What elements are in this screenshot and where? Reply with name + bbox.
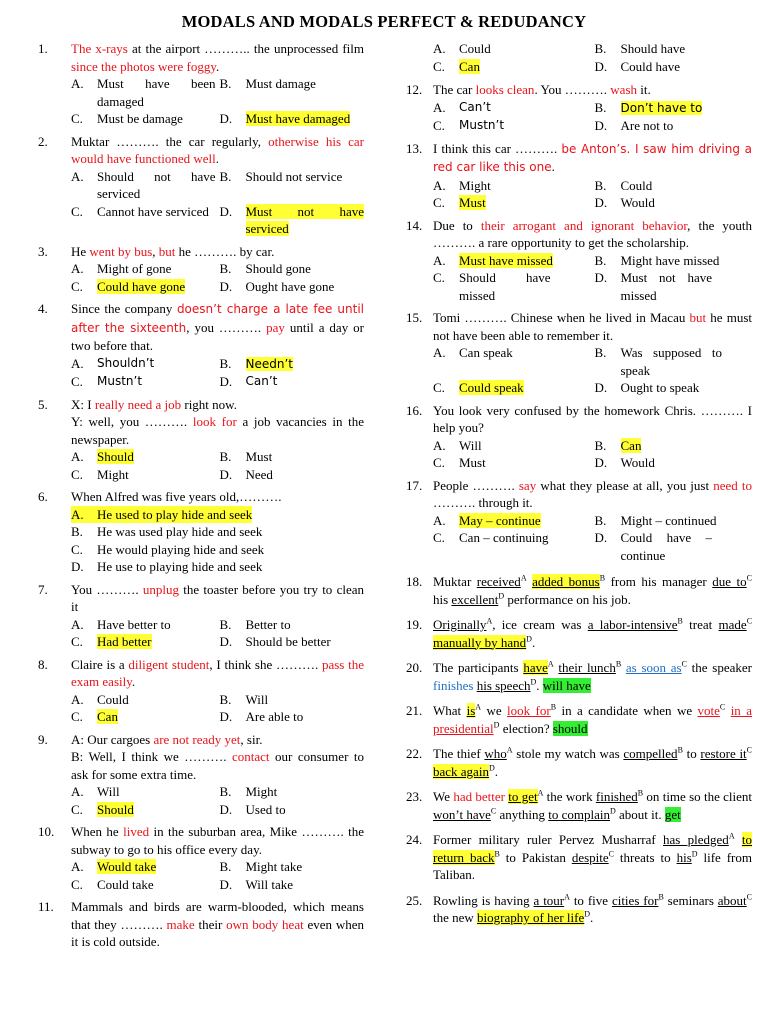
question-number: 2. <box>38 133 48 149</box>
option-b[interactable]: B. Might have missed <box>594 252 720 268</box>
option-c[interactable]: C. He would playing hide and seek <box>71 541 265 557</box>
question-number: 16. <box>406 402 423 418</box>
question-22 <box>402 745 752 780</box>
option-c[interactable]: C. Had better <box>71 634 152 649</box>
question-20 <box>402 659 752 694</box>
option-d[interactable]: D. Used to <box>219 801 286 817</box>
question-text: The x-rays at the airport ……….. the unprocessed film since the photos were foggy. <box>71 41 364 74</box>
option-b[interactable]: B. Can <box>594 437 642 453</box>
question-number: 3. <box>38 243 48 259</box>
option-d[interactable]: D. Should be better <box>219 634 331 649</box>
option-d[interactable]: D. Will take <box>219 876 293 892</box>
option-b[interactable]: B. Don’t have to <box>594 99 703 115</box>
option-b[interactable]: B. Might <box>219 784 278 799</box>
options <box>71 75 364 128</box>
options <box>71 448 364 483</box>
page-title: MODALS AND MODALS PERFECT & REDUDANCY <box>181 12 587 31</box>
options <box>71 616 364 651</box>
question-text: X: I really need a job right now. <box>71 396 237 412</box>
option-c[interactable]: C. Mustn’t <box>71 374 143 389</box>
option-a[interactable]: A. Will <box>71 784 120 799</box>
question-number: 23. <box>406 789 423 804</box>
option-d[interactable]: D. Can’t <box>219 374 278 389</box>
option-a[interactable]: A. Would take <box>71 859 157 874</box>
option-c[interactable]: C. Can <box>433 58 480 74</box>
options <box>71 691 364 726</box>
question-number: 20. <box>406 660 423 675</box>
option-a[interactable]: A. Could <box>433 41 491 56</box>
option-d[interactable]: D. Could have – continue <box>594 530 712 563</box>
question-11 <box>34 898 364 951</box>
question-text: Since the company doesn’t charge a late fee until after the sixteenth, you ………. pay until a day or two before that. <box>71 301 364 353</box>
question-number: 21. <box>406 703 423 718</box>
option-c[interactable]: C. Could speak <box>433 380 524 395</box>
question-text: Former military ruler Pervez Musharraf has pledged$^A$ to return back$^B$ to Pakistan despite$^C$ threats to his$^D$ life from Taliban. <box>433 831 753 882</box>
options <box>71 783 364 818</box>
question-number: 5. <box>38 396 48 412</box>
option-c[interactable]: C. Must <box>433 455 486 470</box>
question-text: I think this car ………. be Anton’s. I saw him driving a red car like this one. <box>433 140 752 174</box>
options <box>433 344 752 397</box>
question-text-2: Y: well, you ………. look for a job vacancies in the newspaper. <box>71 414 364 447</box>
question-21 <box>402 702 752 737</box>
option-c[interactable]: C. Must <box>433 195 486 210</box>
question-text: Tomi ………. Chinese when he lived in Macau but he must not have been able to remember it. <box>433 310 752 343</box>
option-b[interactable]: B. Should have <box>594 41 686 56</box>
option-d[interactable]: D. Ought have gone <box>219 278 335 294</box>
question-3 <box>34 243 364 296</box>
question-text: A: Our cargoes are not ready yet, sir. <box>71 731 263 747</box>
question-number: 14. <box>406 217 423 233</box>
option-b[interactable]: B. Could <box>594 177 653 193</box>
option-c[interactable]: C. Should have missed <box>433 270 551 303</box>
option-c[interactable]: C. Must be damage <box>71 111 183 126</box>
question-8 <box>34 656 364 726</box>
option-a[interactable]: A. Could <box>71 691 129 707</box>
option-b[interactable]: B. Should not service <box>219 168 343 184</box>
question-1 <box>34 40 364 128</box>
question-text: What $is^A$ we look for$^B$ in a candidate when we vote$^C$ in a presidential$^D$ election? should <box>433 702 752 736</box>
option-b[interactable]: B. Needn’t <box>219 355 293 371</box>
question-text: People ………. say what they please at all, you just need to ………. through it. <box>433 477 752 510</box>
question-number: 24. <box>406 832 423 847</box>
question-number: 11. <box>38 899 54 914</box>
question-7 <box>34 581 364 651</box>
question-text: When Alfred was five years old,………. <box>71 489 282 504</box>
option-a[interactable]: A. Might of gone <box>71 261 172 276</box>
option-c[interactable]: C. Might <box>71 466 129 482</box>
question-23 <box>402 788 752 823</box>
option-a[interactable]: A. Should not have serviced <box>71 168 216 201</box>
question-text: Rowling is having a tour$^A$ to five cities for$^B$ seminars about$^C$ the new biography of her life$^D$. <box>433 892 753 925</box>
question-text: Originally$^A$, ice cream was a labor-intensive$^B$ treat made$^C$ manually by hand$^D$. <box>433 616 753 650</box>
option-d[interactable]: D. Need <box>219 466 273 482</box>
option-c[interactable]: C. Should <box>71 801 134 817</box>
option-a[interactable]: A. Shouldn’t <box>71 355 155 371</box>
option-b[interactable]: B. Might – continued <box>594 512 717 528</box>
option-b[interactable]: B. Must <box>219 449 273 464</box>
option-d[interactable]: D. Ought to speak <box>594 380 700 395</box>
question-4 <box>34 300 364 391</box>
option-d[interactable]: D. Are able to <box>219 709 304 724</box>
options <box>433 40 752 75</box>
options <box>71 168 364 238</box>
option-a[interactable]: A. Must have been damaged <box>71 76 216 109</box>
options <box>71 506 364 576</box>
option-d[interactable]: D. Would <box>594 195 655 210</box>
question-2 <box>34 133 364 238</box>
question-number: 15. <box>406 310 423 325</box>
question-text: He went by bus, but he ………. by car. <box>71 243 275 259</box>
left-column <box>34 40 364 956</box>
question-number: 12. <box>406 82 423 97</box>
question-number: 13. <box>406 140 423 156</box>
option-b[interactable]: B. He was used play hide and seek <box>71 524 263 539</box>
option-b[interactable]: B. Might take <box>219 859 303 874</box>
question-18 <box>402 573 752 608</box>
question-10 <box>34 823 364 893</box>
option-c[interactable]: C. Cannot have serviced <box>71 203 209 219</box>
question-number: 9. <box>38 731 48 747</box>
question-number: 18. <box>406 574 423 589</box>
option-d[interactable]: D. Are not to <box>594 118 674 133</box>
option-c[interactable]: C. Can – continuing <box>433 530 549 545</box>
question-text: Mammals and birds are warm-blooded, which means that they ………. make their own body heat even when it is cold outside. <box>71 899 364 949</box>
option-d[interactable]: D. He use to playing hide and seek <box>71 559 263 574</box>
question-text: The car looks clean. You ………. wash it. <box>433 82 651 97</box>
option-a[interactable]: A. Can speak <box>433 345 513 360</box>
question-15 <box>402 309 752 397</box>
question-text: Muktar received$^A$ added bonus$^B$ from his manager due $to^C$ his excellent$^D$ performance on his job. <box>433 573 752 607</box>
option-b[interactable]: B. Better to <box>219 616 291 632</box>
question-24 <box>402 831 752 884</box>
question-number: 10. <box>38 824 55 839</box>
question-text: Claire is a diligent student, I think she ………. pass the exam easily. <box>71 656 364 689</box>
option-c[interactable]: C. Could take <box>71 876 154 892</box>
options <box>433 512 752 565</box>
question-text: We had better to get$^A$ the work finished$^B$ on time so the client won’t have$^C$ anything to complain$^D$ about it. get <box>433 788 753 822</box>
question-number: 19. <box>406 617 423 632</box>
options <box>433 177 752 212</box>
question-text: The participants have$^A$ their lunch$^B$ as soon $as^C$ the speaker finishes his speech$^D$. will have <box>433 659 752 693</box>
question-number: 7. <box>38 581 48 597</box>
option-a[interactable]: A. Might <box>433 177 491 193</box>
option-c[interactable]: C. Mustn’t <box>433 118 505 133</box>
question-text-2: B: Well, I think we ………. contact our consumer to ask for some extra time. <box>71 749 365 782</box>
options <box>71 355 364 391</box>
question-5 <box>34 396 364 484</box>
option-d[interactable]: D. Must not have missed <box>594 270 712 303</box>
question-text: When he lived in the suburban area, Mike ………. the subway to go to his office every day. <box>71 824 364 857</box>
question-11-options <box>402 40 752 75</box>
option-a[interactable]: A. Should <box>71 449 134 464</box>
question-14 <box>402 217 752 305</box>
question-text: Muktar ………. the car regularly, otherwise his car would have functioned well. <box>71 133 364 166</box>
option-b[interactable]: B. Should gone <box>219 261 311 276</box>
option-a[interactable]: A. Must have missed <box>433 252 553 268</box>
question-number: 17. <box>406 477 423 493</box>
option-a[interactable]: A. May – continue <box>433 512 541 528</box>
question-19 <box>402 616 752 651</box>
question-text: You ………. unplug the toaster before you try to clean it <box>71 581 364 614</box>
right-column <box>402 40 752 932</box>
option-a[interactable]: A. Can’t <box>433 99 491 115</box>
question-number: 22. <box>406 746 423 761</box>
options <box>433 437 752 472</box>
question-16 <box>402 402 752 472</box>
question-17 <box>402 477 752 565</box>
question-text: The thief who$^A$ stole my watch was compelled$^B$ to restore $it^C$ back again$^D$. <box>433 745 753 779</box>
option-a[interactable]: A. Will <box>433 437 482 453</box>
question-13 <box>402 140 752 212</box>
options <box>71 260 364 295</box>
question-6 <box>34 488 364 576</box>
option-a[interactable]: A. He used to play hide and seek <box>71 506 253 522</box>
question-number: 1. <box>38 41 48 56</box>
option-c[interactable]: C. Could have gone <box>71 278 186 294</box>
option-b[interactable]: B. Was supposed to speak <box>594 345 722 378</box>
question-number: 8. <box>38 656 48 672</box>
option-b[interactable]: B. Must damage <box>219 76 316 91</box>
options <box>433 99 752 135</box>
question-9 <box>34 731 364 819</box>
option-d[interactable]: D. Could have <box>594 58 681 74</box>
question-text: Due to their arrogant and ignorant behavior, the youth ………. a rare opportunity to get the scholarship. <box>433 217 752 250</box>
option-d[interactable]: D. Must not have serviced <box>219 203 364 236</box>
option-d[interactable]: D. Must have damaged <box>219 111 351 126</box>
options <box>433 252 752 305</box>
question-number: 25. <box>406 892 423 908</box>
question-number: 4. <box>38 301 48 316</box>
option-c[interactable]: C. Can <box>71 709 118 724</box>
option-b[interactable]: B. Will <box>219 691 269 707</box>
option-a[interactable]: A. Have better to <box>71 616 171 632</box>
option-d[interactable]: D. Would <box>594 455 655 470</box>
question-number: 6. <box>38 489 48 504</box>
question-25 <box>402 892 752 927</box>
options <box>71 858 364 893</box>
question-text: You look very confused by the homework Chris. ………. I help you? <box>433 402 752 435</box>
question-12 <box>402 81 752 135</box>
